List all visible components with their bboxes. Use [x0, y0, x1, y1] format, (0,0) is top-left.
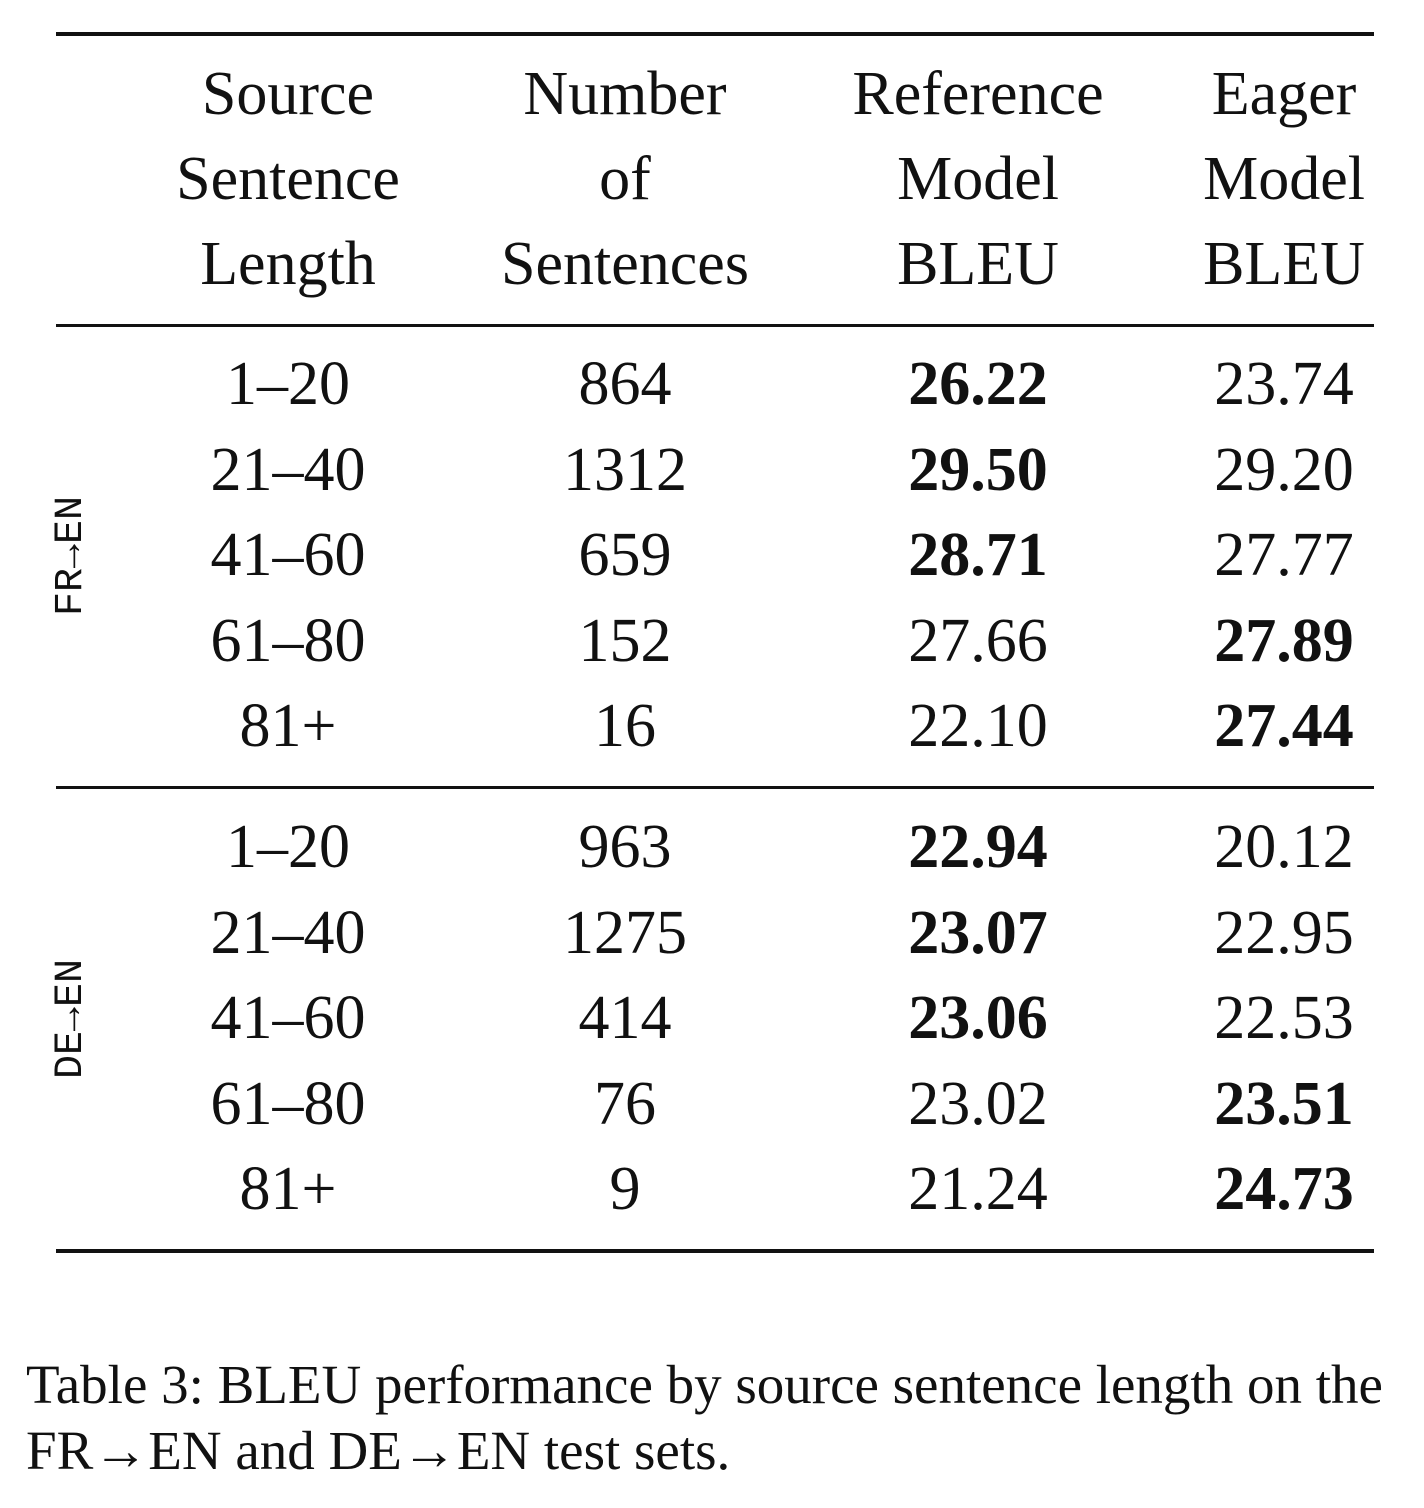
table-caption: Table 3: BLEU performance by source sentence length on the FR→EN and DE→EN test sets.	[26, 1354, 1383, 1481]
cell-count: 963	[578, 813, 672, 881]
cell-length: 41–60	[210, 984, 366, 1052]
cell-eager-bleu: 27.77	[1214, 521, 1354, 589]
cell-length: 81+	[239, 692, 337, 760]
cell-reference-bleu: 27.66	[908, 606, 1048, 675]
cell-eager-bleu: 27.44	[1214, 692, 1354, 760]
cell-count: 414	[578, 984, 672, 1052]
cell-count: 9	[609, 1155, 641, 1223]
cell-eager-bleu: 23.51	[1214, 1069, 1354, 1138]
cell-count: 16	[594, 692, 656, 760]
header-source-length: Source Sentence Length	[176, 60, 400, 298]
cell-length: 41–60	[210, 521, 366, 589]
group-separator-rule	[56, 786, 1374, 789]
cell-length: 1–20	[226, 813, 350, 881]
cell-count: 76	[594, 1069, 656, 1138]
cell-reference-bleu: 23.02	[908, 1069, 1048, 1138]
cell-reference-bleu: 21.24	[908, 1155, 1048, 1223]
cell-length: 61–80	[210, 606, 366, 675]
header-eager-bleu: Eager Model BLEU	[1203, 60, 1365, 298]
cell-reference-bleu: 23.07	[908, 898, 1048, 967]
cell-count: 152	[578, 606, 672, 675]
cell-eager-bleu: 29.20	[1214, 435, 1354, 504]
cell-length: 81+	[239, 1155, 337, 1223]
table-bottom-rule	[56, 1249, 1374, 1253]
cell-length: 21–40	[210, 435, 366, 504]
table-top-rule	[56, 32, 1374, 36]
cell-length: 61–80	[210, 1069, 366, 1138]
group-label: DE→EN	[49, 958, 94, 1079]
header-reference-bleu: Reference Model BLEU	[852, 60, 1104, 298]
group-label: FR→EN	[49, 495, 94, 616]
cell-eager-bleu: 27.89	[1214, 606, 1354, 675]
cell-reference-bleu: 22.94	[908, 813, 1048, 881]
header-number-of-sentences: Number of Sentences	[501, 60, 749, 298]
cell-count: 1275	[563, 898, 687, 967]
cell-eager-bleu: 23.74	[1214, 350, 1354, 418]
cell-eager-bleu: 22.95	[1214, 898, 1354, 967]
cell-reference-bleu: 23.06	[908, 984, 1048, 1052]
cell-eager-bleu: 20.12	[1214, 813, 1354, 881]
cell-reference-bleu: 26.22	[908, 350, 1048, 418]
cell-reference-bleu: 28.71	[908, 521, 1048, 589]
cell-count: 659	[578, 521, 672, 589]
cell-reference-bleu: 22.10	[908, 692, 1048, 760]
cell-eager-bleu: 24.73	[1214, 1155, 1354, 1223]
cell-eager-bleu: 22.53	[1214, 984, 1354, 1052]
cell-count: 864	[578, 350, 672, 418]
cell-reference-bleu: 29.50	[908, 435, 1048, 504]
cell-count: 1312	[563, 435, 687, 504]
cell-length: 21–40	[210, 898, 366, 967]
header-rule	[56, 324, 1374, 327]
cell-length: 1–20	[226, 350, 350, 418]
